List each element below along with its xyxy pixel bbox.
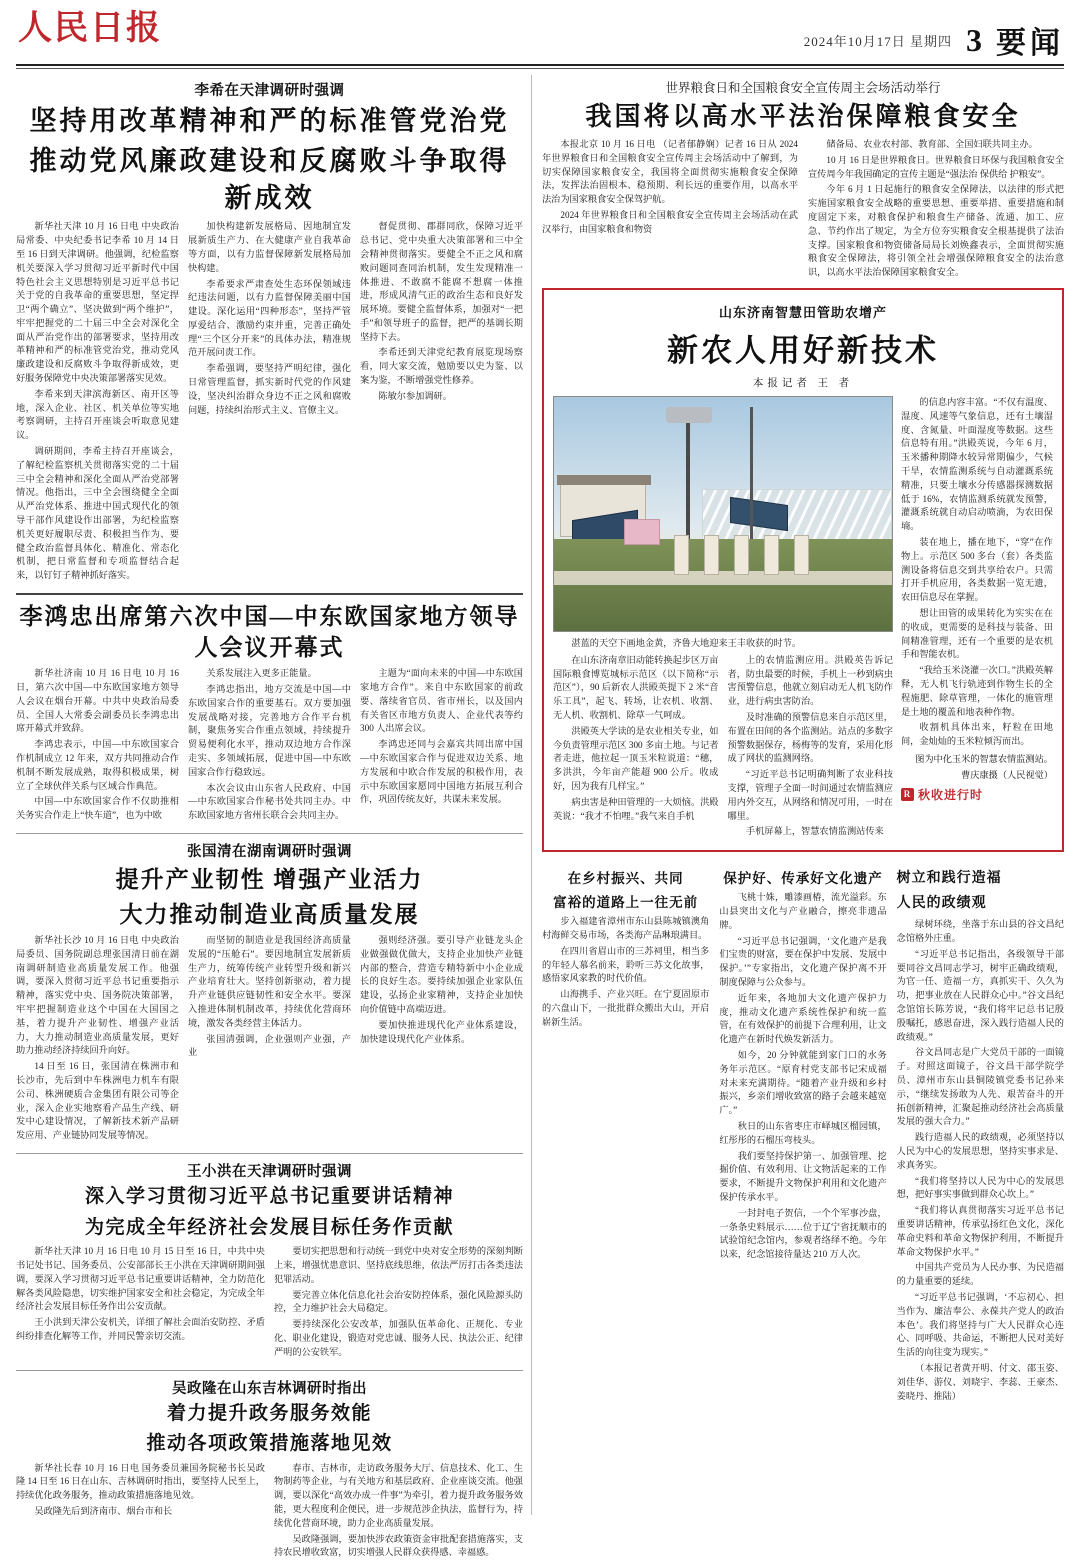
series-tag	[901, 786, 983, 803]
paragraph: 督促贯彻、郡群同欣，保障习近平总书记、党中央重大决策部署和三中全会精神贯彻落实。要健全不正之风和腐败问题同查同治机制，发生发现精准一体推进、不敢腐不能腐不想腐一体推进，形成风清气正的政治生态和良好发展环境。要健全监督体系，加强对“一把手”和领导班子的监督，把严的基调长期坚持下去。	[360, 220, 523, 344]
article-body	[16, 934, 523, 1145]
paragraph: 步入福建省漳州市东山县陈城镇澳角村海鲜交易市场，各类海产品琳琅满目。	[542, 915, 709, 943]
body-col-2	[728, 654, 894, 841]
article-headline-line2: 推动各项政策措施落地见效	[16, 1431, 523, 1458]
paragraph: 想让田管的成果转化为实实在在的收成，更需要的是科技与装备、田间精准管理，还有一个重要的是农机手和智能农机。	[901, 607, 1053, 662]
paragraph: 陈敏尔参加调研。	[360, 390, 523, 404]
paragraph: 如今，20 分钟就能到家门口的水务务年示范区。“原育村党支部书记宋成福对未来充满期待。“随着产业升级和乡村振兴，乡亲们增收致富的路子会越来越宽广。”	[719, 1049, 886, 1118]
paragraph: 病虫害是种田管理的一大烦恼。洪殿英说：“我才不怕哩。”我气来自手机	[553, 796, 719, 824]
feature-photo	[553, 396, 893, 632]
feature-left-block	[553, 396, 893, 841]
article-body	[16, 1462, 523, 1562]
paragraph: 吴政隆强调，要加快涉农政策资金审批配套措施落实，支持农民增收致富，切实增强人民群众获得感、幸福感。	[274, 1533, 523, 1561]
paragraph: 新华社长春 10 月 16 日电 国务委员兼国务院秘书长吴政隆 14 日至 16 日在山东、吉林调研时指出，要坚持人民至上，持续优化政务服务，推动政策措施落地见效。	[16, 1462, 265, 1503]
paragraph: 李希来到天津滨海新区、南开区等地，深入企业、社区、机关单位等实地考察调研，主持召开座谈会听取意见建议。	[16, 388, 179, 443]
paragraph: 山海携手、产业兴旺。在宁夏固原市的六盘山下，一批批群众搬出大山，开启崭新生活。	[542, 988, 709, 1029]
paragraph: 飞桃十姝，雕漆画椿，流光溢彩。东山县突出文化与产业融合，擦亮非遗品牌。	[719, 891, 886, 932]
paragraph: 李希还到天津党纪教育展览现场察看，同大家交流，勉励要以史为鉴、以案为鉴，不断增强党性修养。	[360, 346, 523, 387]
paragraph: 今年 6 月 1 日起施行的粮食安全保障法，以法律的形式把实施国家粮食安全战略的重要思想、重要举措、重要措施和制度固定下来，对粮食保护和粮食生产储备、流通、加工、应急、节约作出了规定，为全方位夯实粮食安全根基提供了法治支撑。国家粮食和物资储备局局长刘焕鑫表示，全面贯彻实施粮食安全保障法，将引领全社会增强保障粮食安全的法治意识，以高水平法治保障国家粮食安全。	[808, 183, 1064, 280]
article-headline-line1: 提升产业韧性 增强产业活力	[16, 864, 523, 895]
page-body	[16, 75, 1064, 1515]
right-column	[532, 75, 1064, 1515]
article-food-security	[542, 78, 1064, 282]
article-body	[16, 667, 523, 825]
paragraph: “习近平总书记明确判断了农业科技支撑，管理子全面一时间通过农情监测应用内外交互，从网络和情况可用，一时在哪里。	[728, 768, 894, 823]
body-col-1	[16, 1462, 265, 1562]
series-tag-label: 秋收进行时	[918, 786, 983, 803]
paragraph: 张国清强调，企业强则产业强，产业	[188, 1033, 351, 1061]
body-col-1	[16, 667, 179, 825]
paragraph: 吴政隆先后到济南市、烟台市和长	[16, 1505, 265, 1519]
paragraph: 我们要坚持保护第一、加强管理、挖掘价值、有效利用、让文物活起来的工作要求，不断提升文物保护利用和文化遗产保护传承水平。	[719, 1150, 886, 1205]
feature-body-2col	[553, 654, 893, 841]
feature-box-smart-farming	[542, 288, 1064, 852]
article-headline: 保护好、传承好文化遗产	[719, 867, 886, 887]
photo-credit: 图为中化玉米的智慧农情监测站。	[901, 751, 1053, 765]
publication-date: 2024年10月17日 星期四	[804, 31, 952, 50]
article-li-xi	[16, 79, 523, 585]
article-headline-line2: 人民的政绩观	[897, 893, 1064, 914]
paragraph: 中国共产党员为人民办事、为民造福的力量重要的延续。	[897, 1261, 1064, 1289]
paragraph: 新华社长沙 10 月 16 日电 中央政治局委员、国务院副总理张国清日前在湖南调研制造业高质量发展工作。他强调，要深入贯彻习近平总书记重要指示精神，落实党中央、国务院决策部署，牢牢把握制造业这个中国在大国国之基，着力提升产业韧性、增强产业活力，大力推动制造业高质量发展，更好助力推动经济持续回升向好。	[16, 934, 179, 1058]
paragraph: 14 日至 16 日，张国清在株洲市和长沙市，先后到中车株洲电力机车有限公司、株洲硬质合金集团有限公司等企业，深入企业实地察看产品生产线、研发中心建设情况，了解新技术新产品研发应用、产业链协同发展等情况。	[16, 1060, 179, 1143]
article-kicker: 李希在天津调研时强调	[16, 79, 523, 100]
article-political-achievement	[897, 860, 1064, 1405]
page-number: 3	[966, 24, 982, 56]
paragraph: 储备局、农业农村部、教育部、全国妇联共同主办。	[808, 138, 1064, 152]
article-headline-line2: 富裕的道路上一往无前	[542, 891, 709, 911]
series-tag-mark: R	[901, 788, 914, 801]
paragraph: “习近平总书记指出，各级领导干部要同谷文昌同志学习，树牢正确政绩观，为官一任、造福一方，真抓实干、久久为功，把事业放在人民群众心中。”谷文昌纪念馆馆长陈芳说，“我们将牢记总书记殷殷嘱托，感恩奋进，深入践行造福人民的政绩观。”	[897, 948, 1064, 1045]
article-li-hongzhong	[16, 601, 523, 825]
photo-caption	[553, 637, 893, 651]
paragraph: 在四川省眉山市的三苏祠里，相当多的年轻人慕名前来，聆听三苏文化故事，感悟家风家教的时代价值。	[542, 945, 709, 986]
article-kicker: 世界粮食日和全国粮食安全宣传周主会场活动举行	[542, 78, 1064, 96]
body-col-3	[360, 220, 523, 585]
masthead	[16, 10, 1064, 62]
paragraph: 装在地上，播在地下，“穿”在作物上。示范区 500 多台（套）各类监测设备将信息交到共享给农户。只需打开手机应用，各类数据一览无遗，农田信息尽在掌握。	[901, 536, 1053, 605]
section-title: 要闻	[996, 18, 1064, 62]
paragraph: 要加快推进现代化产业体系建设，加快建设现代化产业体系。	[360, 1019, 523, 1047]
photo-field	[554, 539, 892, 631]
photo-monitor-box	[734, 535, 749, 575]
photo-monitor-box	[704, 535, 719, 575]
paragraph: “我们将坚持以人民为中心的发展思想，把好事实事做到群众心坎上。”	[897, 1175, 1064, 1203]
paragraph: 李鸿忠指出，地方交流是中国—中东欧国家合作的重要基石。双方要加强发展战略对接，完善地方合作平台机制，聚焦务实合作重点领域，持续提升贸易便利化水平，推动双边地方合作深走实、多领域拓展，促进中国—中东欧国家合作行稳致远。	[188, 683, 351, 780]
newspaper-logo: 人民日报	[16, 10, 162, 47]
body-col-1	[16, 220, 179, 585]
paragraph: 在山东济南章旧动能转换起步区万亩国际粮食博览城标示范区（以下简称“示范区”），90 后新农人洪殿英提下 2 米“音乐工具”，起飞、转场，让农机、收割、无人机、收割机、除草一气呵成。	[553, 654, 719, 723]
feature-byline: 本报记者 王 者	[553, 375, 1053, 390]
paragraph: 新华社天津 10 月 16 日电 中央政治局常委、中央纪委书记李希 10 月 14 日至 16 日到天津调研。他强调，纪检监察机关要深入学习贯彻习近平新时代中国特色社会主义思想特别是习近平总书记关于党的自我革命的重要思想，坚定捍卫“两个确立”、坚决做到“两个维护”，牢牢把握党的二十届三中全会对深化全面从严治党作出的部署要求，坚持用改革精神和严的标准管党治党，推动党风廉政建设和反腐败斗争取得新成效，更好服务保障党中央决策部署落实见效。	[16, 220, 179, 386]
photo-monitor-box	[764, 535, 779, 575]
article-headline-line2: 推动党风廉政建设和反腐败斗争取得新成效	[16, 143, 523, 216]
paragraph: 而坚韧的制造业是我国经济高质量发展的“压舱石”。要因地制宜发展新质生产力，统筹传统产业转型升级和新兴产业培育壮大。坚持创新驱动，着力提升产业链供应链韧性和安全水平。要深入推进体制机制改革，持续优化营商环境，激发各类经营主体活力。	[188, 934, 351, 1031]
paragraph: 春市、吉林市，走访政务服务大厅、信息技术、化工、生物制药等企业，与有关地方和基层政府、企业座谈交流。他强调，要以深化“高效办成一件事”为牵引，着力提升政务服务效能，更大程度利企便民，进一步规范涉企执法，监督行为，持续优化营商环境，助力企业高质量发展。	[274, 1462, 523, 1531]
paragraph: 要持续深化公安改革，加强队伍革命化、正规化、专业化、职业化建设，锻造对党忠诚、服务人民、执法公正、纪律严明的公安铁军。	[274, 1318, 523, 1359]
article-headline-line2: 为完成全年经济社会发展目标任务作贡献	[16, 1215, 523, 1242]
body-col-1	[719, 891, 886, 1047]
paragraph: “我给玉米浇灌一次口。”洪殿英解释，无人机飞行轨迹到作物生长的全程施肥、除草管理，一体化的施管理是土地的覆盖和地表种作物。	[901, 664, 1053, 719]
paragraph: 中国—中东欧国家合作不仅助推相关务实合作走上“快车道”，也为中欧	[16, 795, 179, 823]
paragraph: 手机屏幕上，智慧农情监测站传来	[728, 825, 894, 839]
body-col-1	[542, 138, 798, 282]
paragraph: 湛蓝的天空下画地金黄，齐鲁大地迎来王丰收获的时节。	[553, 637, 893, 651]
body-col-1	[542, 915, 709, 1029]
article-body	[16, 220, 523, 585]
article-headline: 李鸿忠出席第六次中国—中东欧国家地方领导人会议开幕式	[16, 601, 523, 663]
body-col-1	[16, 934, 179, 1145]
article-cultural-heritage	[719, 860, 886, 1405]
article-headline-line1: 着力提升政务服务效能	[16, 1401, 523, 1428]
photo-path	[554, 571, 892, 585]
paragraph: 本次会议由山东省人民政府、中国—中东欧国家合作秘书处共同主办。中东欧国家地方省州长联合会共同主办。	[188, 782, 351, 823]
paragraph: “习近平总书记强调，‘文化遗产是我们宝贵的财富，要在保护中发展、发展中保护。’”专家指出，文化遗产保护离不开制度保障与公众参与。	[719, 935, 886, 990]
article-body	[542, 138, 1064, 282]
paragraph: 加快构建新发展格局、因地制宜发展新质生产力、在大健康产业自我革命等方面，以有力监督保障新发展格局加快构建。	[188, 220, 351, 275]
paragraph: 绿树环绕，坐落于东山县的谷文昌纪念馆格外庄重。	[897, 918, 1064, 946]
photo-monitor-box	[794, 535, 809, 575]
body-col-1	[897, 918, 1064, 1403]
feature-right-block	[901, 396, 1053, 841]
feature-columns	[553, 396, 1053, 841]
masthead-right	[804, 10, 1064, 62]
body-col-2	[274, 1245, 523, 1361]
paragraph: 10 月 16 日是世界粮食日。世界粮食日环保与我国粮食安全宣传周今年我国确定的宣传主题是“强法治 保供给 护粮安”。	[808, 154, 1064, 182]
article-headline-line1: 在乡村振兴、共同	[542, 867, 709, 887]
article-kicker: 张国清在湖南调研时强调	[16, 840, 523, 861]
body-col-1	[16, 1245, 265, 1361]
paragraph: 及时准确的预警信息来自示范区里，布置在田间的各个监测站。站点的多数字预警数据保存，杨梅等的发育，采用化形成了网状的监测网络。	[728, 711, 894, 766]
paragraph: 调研期间，李希主持召开座谈会，了解纪检监察机关贯彻落实党的二十届三中全会精神和深化全面从严治党部署情况。他指出，三中全会围绕健全全面从严治党体系、推进中国式现代化的领导干部作风建设作出部署，为纪检监察机关更好履职尽责、积极担当作为、要健全政治监督具体化、精准化、常态化机制，把日常监督和专项监督结合起来，以钉钉子精神抓好落实。	[16, 445, 179, 583]
paragraph: 关系发展注入更多正能量。	[188, 667, 351, 681]
paragraph: 秋日的山东省枣庄市峄城区榴园镇，红彤彤的石榴压弯枝头。	[719, 1120, 886, 1148]
feature-title: 新农人用好新技术	[553, 325, 1053, 370]
left-column	[16, 75, 532, 1515]
article-headline-line1: 坚持用改革精神和严的标准管党治党	[16, 103, 523, 139]
section-divider	[16, 1370, 523, 1371]
paragraph: 近年来，各地加大文化遗产保护力度，推动文化遗产系统性保护和统一监管，在有效保护的前提下合理利用，让文化遗产在新时代焕发新活力。	[719, 992, 886, 1047]
photo-weather-sensor	[666, 407, 712, 423]
paragraph: （本报记者黄开明、付文、邵玉姿、刘佳华、游仪、刘晓宇、李蕊、王豪杰、姜晓丹、推陆）	[897, 1362, 1064, 1403]
paragraph: 上的农情监测应用。洪殿英告诉记者，防虫最要的时候，手机上一秒到病虫害预警信息，他就立刻启动无人机飞防作业，进行病虫害防治。	[728, 654, 894, 709]
article-headline: 我国将以高水平法治保障粮食安全	[542, 99, 1064, 134]
body-col-1	[553, 654, 719, 841]
paragraph: 洪殿英大学读的是农业相关专业，如今负责管理示范区 300 多亩土地。与记者者走进，他拉起一顶玉米粒说道：“穗，多洪洪，今年亩产能超 900 公斤。收成好，因为我有几样宝。”	[553, 725, 719, 794]
masthead-rule	[16, 64, 1064, 66]
paragraph: “习近平总书记强调，‘不忘初心、担当作为、廉洁奉公、永葆共产党人的政治本色’。我们将坚持与广大人民群众心连心、同呼吸、共命运，不断把人民对美好生活的向往变为现实。”	[897, 1291, 1064, 1360]
paragraph: 新华社济南 10 月 16 日电 10 月 16 日，第六次中国—中东欧国家地方领导人会议在烟台开幕。中共中央政治局委员、全国人大常委会副委员长李鸿忠出席开幕式并致辞。	[16, 667, 179, 736]
paragraph: 主题为“面向未来的中国—中东欧国家地方合作”。来自中东欧国家的前政要、落续省官员、省市州长，以及国内有关省区市地方负责人、企业代表等约 300 人出席会议。	[360, 667, 523, 736]
article-headline-line1: 树立和践行造福	[897, 868, 1064, 889]
article-kicker: 王小洪在天津调研时强调	[16, 1160, 523, 1181]
paragraph: 李希强调，要坚持严明纪律，强化日常管理监督，抓实新时代党的作风建设，坚决纠治群众身边不正之风和腐败问题，持续纠治形式主义、官僚主义。	[188, 362, 351, 417]
photo-monitor-box	[674, 535, 689, 575]
article-headline-line1: 深入学习贯彻习近平总书记重要讲话精神	[16, 1184, 523, 1211]
paragraph: 王小洪到天津公安机关，详细了解社会面治安防控、矛盾纠纷排查化解等工作，并同民警亲切交流。	[16, 1316, 265, 1344]
paragraph: 要切实把思想和行动统一到党中央对安全形势的深刻判断上来，增强忧患意识、坚持底线思维，依法严厉打击各类违法犯罪活动。	[274, 1245, 523, 1286]
article-zhang-guoqing	[16, 840, 523, 1145]
photo-equipment-box	[624, 519, 660, 545]
paragraph: 本报北京 10 月 16 日电 （记者郁静娴）记者 16 日从 2024 年世界粮食日和全国粮食安全宣传周主会场活动中了解到，为切实保障国家粮食安全，我国将全面贯彻实施粮食安全保障法，发挥法治固根本、稳预期、利长远的重要作用，以高水平法治为国家粮食安全保驾护航。	[542, 138, 798, 207]
paragraph: 要完善立体化信息化社会治安防控体系，强化风险源头防控，全力维护社会大局稳定。	[274, 1289, 523, 1317]
section-divider	[16, 833, 523, 834]
paragraph: 新华社天津 10 月 16 日电 10 月 15 日至 16 日，中共中央书记处书记、国务委员、公安部部长王小洪在天津调研期间强调，要深入学习贯彻习近平总书记重要讲话精神，全力防范化解各类风险隐患，切实维护国家安全和社会稳定，为完成全年经济社会发展目标任务作出公安贡献。	[16, 1245, 265, 1314]
feature-kicker-text: 山东济南智慧田管助农增产	[553, 302, 1053, 321]
body-col-3	[360, 934, 523, 1145]
photo-credit-author: 曹庆康摄（人民视觉）	[901, 767, 1053, 781]
paragraph: 李鸿忠还同与会嘉宾共同出席中国—中东欧国家合作与促进双边关系、地方发展和中欧合作发展的积极作用，表示中东欧国家愿同中国地方拓展互利合作，巩固传统友好，共谋未来发展。	[360, 738, 523, 807]
body-col-2	[188, 667, 351, 825]
paragraph: 谷文昌同志是广大党员干部的一面镜子。对照这面镜子，谷文昌干部学院学员、漳州市东山县铜陵镇党委书记孙来示，“继续发扬敢为人先、艰苦奋斗的开拓创新精神，汇聚起推动经济社会高质量发展的强大合力。”	[897, 1046, 1064, 1129]
body-col-2	[719, 1049, 886, 1262]
photo-sensor-mast-2	[750, 407, 753, 557]
masthead-rule-thin	[16, 68, 1064, 69]
feature-caption-and-body	[553, 637, 893, 841]
body-col-3	[360, 667, 523, 825]
body-col-2	[808, 138, 1064, 282]
paragraph: 收割机具体出来，籽粒在田地间，金灿灿的玉米粒倾泻而出。	[901, 721, 1053, 749]
paragraph: “我们将认真贯彻落实习近平总书记重要讲话精神，传承弘扬红色文化，深化革命史料和革命文物保护利用，不断提升革命文物保护水平。”	[897, 1204, 1064, 1259]
article-kicker: 吴政隆在山东吉林调研时指出	[16, 1377, 523, 1398]
body-col-3	[901, 396, 1053, 749]
paragraph: 李鸿忠表示，中国—中东欧国家合作机制成立 12 年来，双方共同推动合作机制不断发展成熟，取得积极成果，树立了全球伙伴关系与区域合作典范。	[16, 738, 179, 793]
body-col-2	[188, 934, 351, 1145]
paragraph: 的信息内容丰富。“不仅有温度、湿度、风速等气象信息，还有土壤湿度、含氮量、叶面湿度等数据。这些信息特有用。”洪殿英说，今年 6 月，玉米播种期降水较异常期偏少，气候干旱，农情监测系统与自动灌溉系统精准，只要土壤水分传感器探测数据低于 16%，农情监测系统就发预警，灌溉系统就自动启动喷滴，为农田保墒。	[901, 396, 1053, 534]
body-col-2	[274, 1462, 523, 1562]
paragraph: 践行造福人民的政绩观，必须坚持以人民为中心的发展思想，坚持实事求是、求真务实。	[897, 1131, 1064, 1172]
body-col-2	[188, 220, 351, 585]
paragraph: 一封封电子贺信，一个个军事沙盘，一条条史料展示……位于辽宁省抚顺市的试验馆纪念馆内，参观者络绎不绝。今年以来，纪念馆接待量达 210 万人次。	[719, 1207, 886, 1262]
article-headline-line2: 大力推动制造业高质量发展	[16, 899, 523, 930]
article-body	[16, 1245, 523, 1361]
article-rural-revitalization	[542, 860, 709, 1405]
article-wang-xiaohong	[16, 1160, 523, 1362]
paragraph: 2024 年世界粮食日和全国粮食安全宣传周主会场活动在武汉举行，由国家粮食和物资	[542, 209, 798, 237]
section-divider	[16, 593, 523, 595]
paragraph: 强则经济强。要引导产业链龙头企业做强做优做大，支持企业加快产业链内部的整合，营造专精特新中小企业成长的良好生态。要持续加强企业家队伍建设，弘扬企业家精神，支持企业加快向价值链中高端迈进。	[360, 934, 523, 1017]
paragraph: 李希要求严肃查处生态环保领域违纪违法问题，以有力监督保障美丽中国建设。深化运用“四种形态”，坚持严管厚爱结合、激励约束并重，完善正确处理“三个区分开来”的具体办法，精准规范开展问责工作。	[188, 278, 351, 361]
section-divider	[16, 1153, 523, 1154]
lower-right-articles	[542, 860, 1064, 1405]
article-wu-zhenglong	[16, 1377, 523, 1562]
